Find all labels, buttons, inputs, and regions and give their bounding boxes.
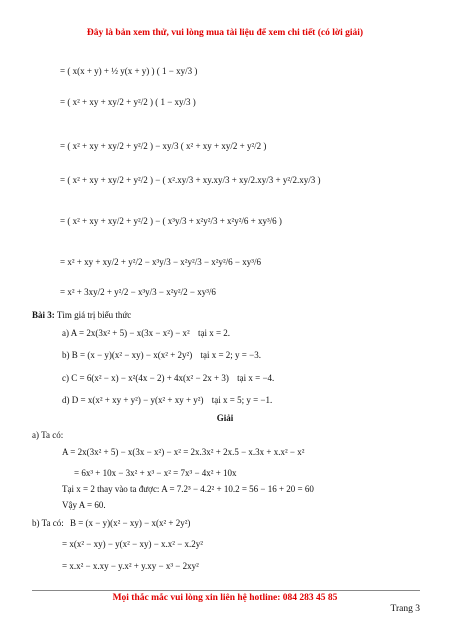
exercise-prompt: Tìm giá trị biểu thức — [56, 310, 132, 320]
expansion-line-4: = ( x² + xy + xy/2 + y²/2 ) − ( x².xy/3 + xy.xy/3 + xy/2.xy/3 + y²/2.xy/3 ) — [60, 175, 321, 185]
exercise-item-c — [62, 373, 274, 384]
item-expression: C = 6(x² − x) − x²(4x − 2) + 4x(x² − 2x + 3) — [71, 373, 229, 383]
expansion-line-5: = ( x² + xy + xy/2 + y²/2 ) − ( x³y/3 + x²y²/3 + x²y²/6 + xy³/6 ) — [60, 216, 282, 226]
solution-heading: Giải — [216, 413, 234, 423]
solution-a-label: a) Ta có: — [32, 430, 64, 440]
exercise-item-b — [62, 350, 261, 361]
item-condition: tại x = 2; y = −3. — [200, 350, 261, 360]
item-expression: D = x(x² + xy + y²) − y(x² + xy + y²) — [71, 395, 204, 405]
solution-a-line-4: Vậy A = 60. — [62, 500, 106, 510]
footer-divider — [32, 590, 420, 591]
item-label: a) — [62, 328, 69, 338]
solution-a-line-1: A = 2x(3x² + 5) − x(3x − x²) − x² = 2x.3x² + 2x.5 − x.3x + x.x² − x² — [62, 447, 305, 457]
item-condition: tại x = 2. — [197, 328, 231, 338]
preview-banner: Đây là bản xem thử, vui lòng mua tài liệu để xem chi tiết (có lời giải) — [86, 28, 364, 38]
exercise-item-d — [62, 395, 272, 406]
expansion-line-2: = ( x² + xy + xy/2 + y²/2 ) ( 1 − xy/3 ) — [60, 97, 196, 107]
solution-b-line-1: B = (x − y)(x² − xy) − x(x² + 2y²) — [69, 518, 191, 528]
item-expression: A = 2x(3x² + 5) − x(3x − x²) − x² — [70, 328, 190, 338]
exercise-title: Bài 3: — [32, 310, 55, 320]
page-number: Trang 3 — [390, 604, 420, 614]
hotline-footer: Mọi thắc mắc vui lòng xin liên hệ hotline: 084 283 45 85 — [112, 593, 338, 603]
item-condition: tại x = 5; y = −1. — [211, 395, 273, 405]
item-expression: B = (x − y)(x² − xy) − x(x² + 2y²) — [71, 350, 193, 360]
item-label: d) — [62, 395, 70, 405]
solution-b-label: b) Ta có: — [32, 518, 64, 528]
solution-a-line-2: = 6x³ + 10x − 3x² + x³ − x² = 7x³ − 4x² + 10x — [74, 468, 237, 478]
item-label: b) — [62, 350, 70, 360]
exercise-item-a — [62, 328, 230, 339]
expansion-line-3: = ( x² + xy + xy/2 + y²/2 ) − xy/3 ( x² + xy + xy/2 + y²/2 ) — [60, 141, 267, 151]
expansion-line-6: = x² + xy + xy/2 + y²/2 − x³y/3 − x²y²/3 − x²y²/6 − xy³/6 — [60, 257, 261, 267]
item-label: c) — [62, 373, 69, 383]
solution-b-line-3: = x.x² − x.xy − y.x² + y.xy − x³ − 2xy² — [62, 561, 199, 571]
solution-a-line-3: Tại x = 2 thay vào ta được: A = 7.2³ − 4.2² + 10.2 = 56 − 16 + 20 = 60 — [62, 484, 314, 494]
exercise-heading — [32, 310, 131, 321]
expansion-line-1: = ( x(x + y) + ½ y(x + y) ) ( 1 − xy/3 ) — [60, 66, 198, 76]
expansion-line-7: = x² + 3xy/2 + y²/2 − x³y/3 − x²y²/2 − xy³/6 — [60, 287, 216, 297]
solution-b-heading — [32, 518, 190, 529]
solution-b-line-2: = x(x² − xy) − y(x² − xy) − x.x² − x.2y² — [62, 539, 203, 549]
item-condition: tại x = −4. — [237, 373, 275, 383]
